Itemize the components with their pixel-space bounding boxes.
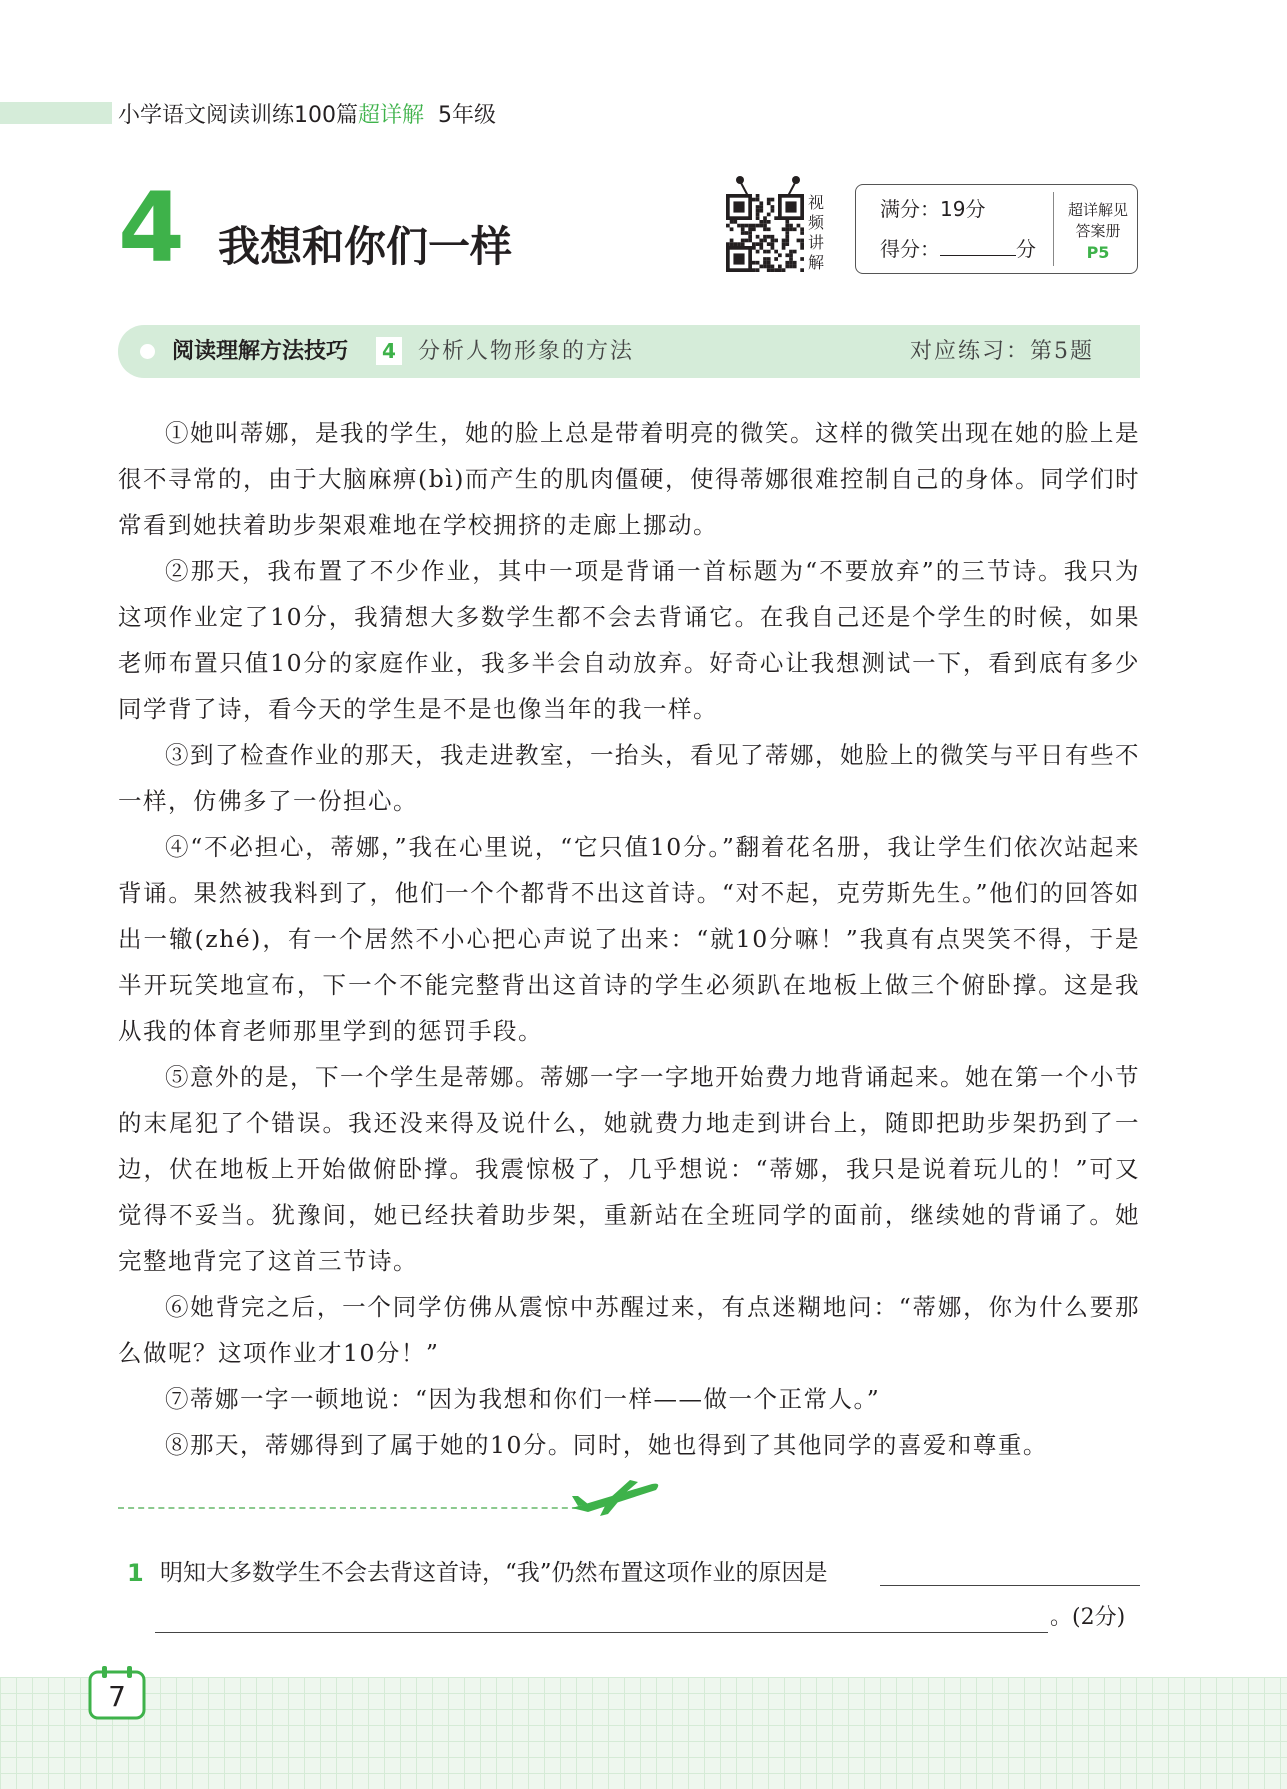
question-text: 明知大多数学生不会去背这首诗，“我”仍然布置这项作业的原因是 [160, 1560, 828, 1586]
answer-line[interactable] [155, 1632, 1048, 1633]
paragraph: ②那天，我布置了不少作业，其中一项是背诵一首标题为“不要放弃”的三节诗。我只为这项作业定了10分，我猜想大多数学生都不会去背诵它。在我自己还是个学生的时候，如果老师布置只值10分的家庭作业，我多半会自动放弃。好奇心让我想测试一下，看到底有多少同学背了诗，看今天的学生是不是也像当年的我一样。 [118, 557, 1140, 723]
video-lecture-label: 视频讲解 [808, 193, 825, 272]
footer-grid [0, 1677, 1287, 1789]
paragraph: ⑥她背完之后，一个同学仿佛从震惊中苏醒过来，有点迷糊地问：“蒂娜，你为什么要那么做呢？这项作业才10分！” [118, 1293, 1140, 1367]
paragraph: ⑧那天，蒂娜得到了属于她的10分。同时，她也得到了其他同学的喜爱和尊重。 [165, 1431, 1048, 1459]
answer-ref-page: P5 [1086, 243, 1110, 262]
method-number: 4 [376, 337, 402, 365]
paragraph: ④“不必担心，蒂娜，”我在心里说，“它只值10分。”翻着花名册，我让学生们依次站起来背诵。果然被我料到了，他们一个个都背不出这首诗。“对不起，克劳斯先生。”他们的回答如出一辙(zhé)，有一个居然不小心把心声说了出来：“就10分嘛！”我真有点哭笑不得，于是半开玩笑地宣布，下一个不能完整背出这首诗的学生必须趴在地板上做三个俯卧撑。这是我从我的体育老师那里学到的惩罚手段。 [118, 833, 1140, 1045]
lesson-title: 我想和你们一样 [218, 222, 513, 271]
section-divider [118, 1507, 588, 1509]
qr-code-icon[interactable] [726, 194, 804, 272]
method-topic: 分析人物形象的方法 [418, 339, 635, 364]
method-label: 阅读理解方法技巧 [172, 339, 349, 364]
reading-passage [118, 410, 1140, 1468]
bullet-dot-icon [140, 344, 155, 359]
book-edition: 超详解 [358, 103, 425, 128]
book-grade: 5年级 [438, 103, 497, 128]
page-number: 7 [108, 1680, 126, 1713]
score-got-row [880, 236, 1036, 262]
answer-ref-line1: 超详解见 [1067, 201, 1128, 219]
answer-line[interactable] [880, 1585, 1140, 1586]
book-header [118, 103, 496, 129]
answer-ref-line2: 答案册 [1075, 222, 1121, 240]
score-blank[interactable] [940, 237, 1016, 256]
paragraph: ⑤意外的是，下一个学生是蒂娜。蒂娜一字一字地开始费力地背诵起来。她在第一个小节的末尾犯了个错误。我还没来得及说什么，她就费力地走到讲台上，随即把助步架扔到了一边，伏在地板上开始做俯卧撑。我震惊极了，几乎想说：“蒂娜，我只是说着玩儿的！”可又觉得不妥当。犹豫间，她已经扶着助步架，重新站在全班同学的面前，继续她的背诵了。她完整地背完了这首三节诗。 [118, 1063, 1140, 1275]
question-score: 。(2分) [1050, 1605, 1126, 1630]
lesson-number: 4 [118, 172, 185, 284]
book-title: 小学语文阅读训练100篇 [118, 103, 358, 128]
score-got-unit: 分 [1016, 237, 1036, 261]
paragraph: ⑦蒂娜一字一顿地说：“因为我想和你们一样——做一个正常人。” [165, 1385, 881, 1413]
header-band [0, 102, 112, 124]
full-score: 满分：19分 [880, 197, 986, 221]
method-practice-ref: 对应练习：第5题 [910, 339, 1094, 364]
paragraph: ③到了检查作业的那天，我走进教室，一抬头，看见了蒂娜，她脸上的微笑与平日有些不一样，仿佛多了一份担心。 [118, 741, 1140, 815]
airplane-icon [570, 1478, 662, 1516]
paragraph: ①她叫蒂娜，是我的学生，她的脸上总是带着明亮的微笑。这样的微笑出现在她的脸上是很不寻常的，由于大脑麻痹(bì)而产生的肌肉僵硬，使得蒂娜很难控制自己的身体。同学们时常看到她扶着助步架艰难地在学校拥挤的走廊上挪动。 [118, 419, 1140, 539]
score-divider [1053, 192, 1054, 266]
score-got-label: 得分： [880, 237, 940, 261]
question-number: 1 [127, 1559, 144, 1587]
